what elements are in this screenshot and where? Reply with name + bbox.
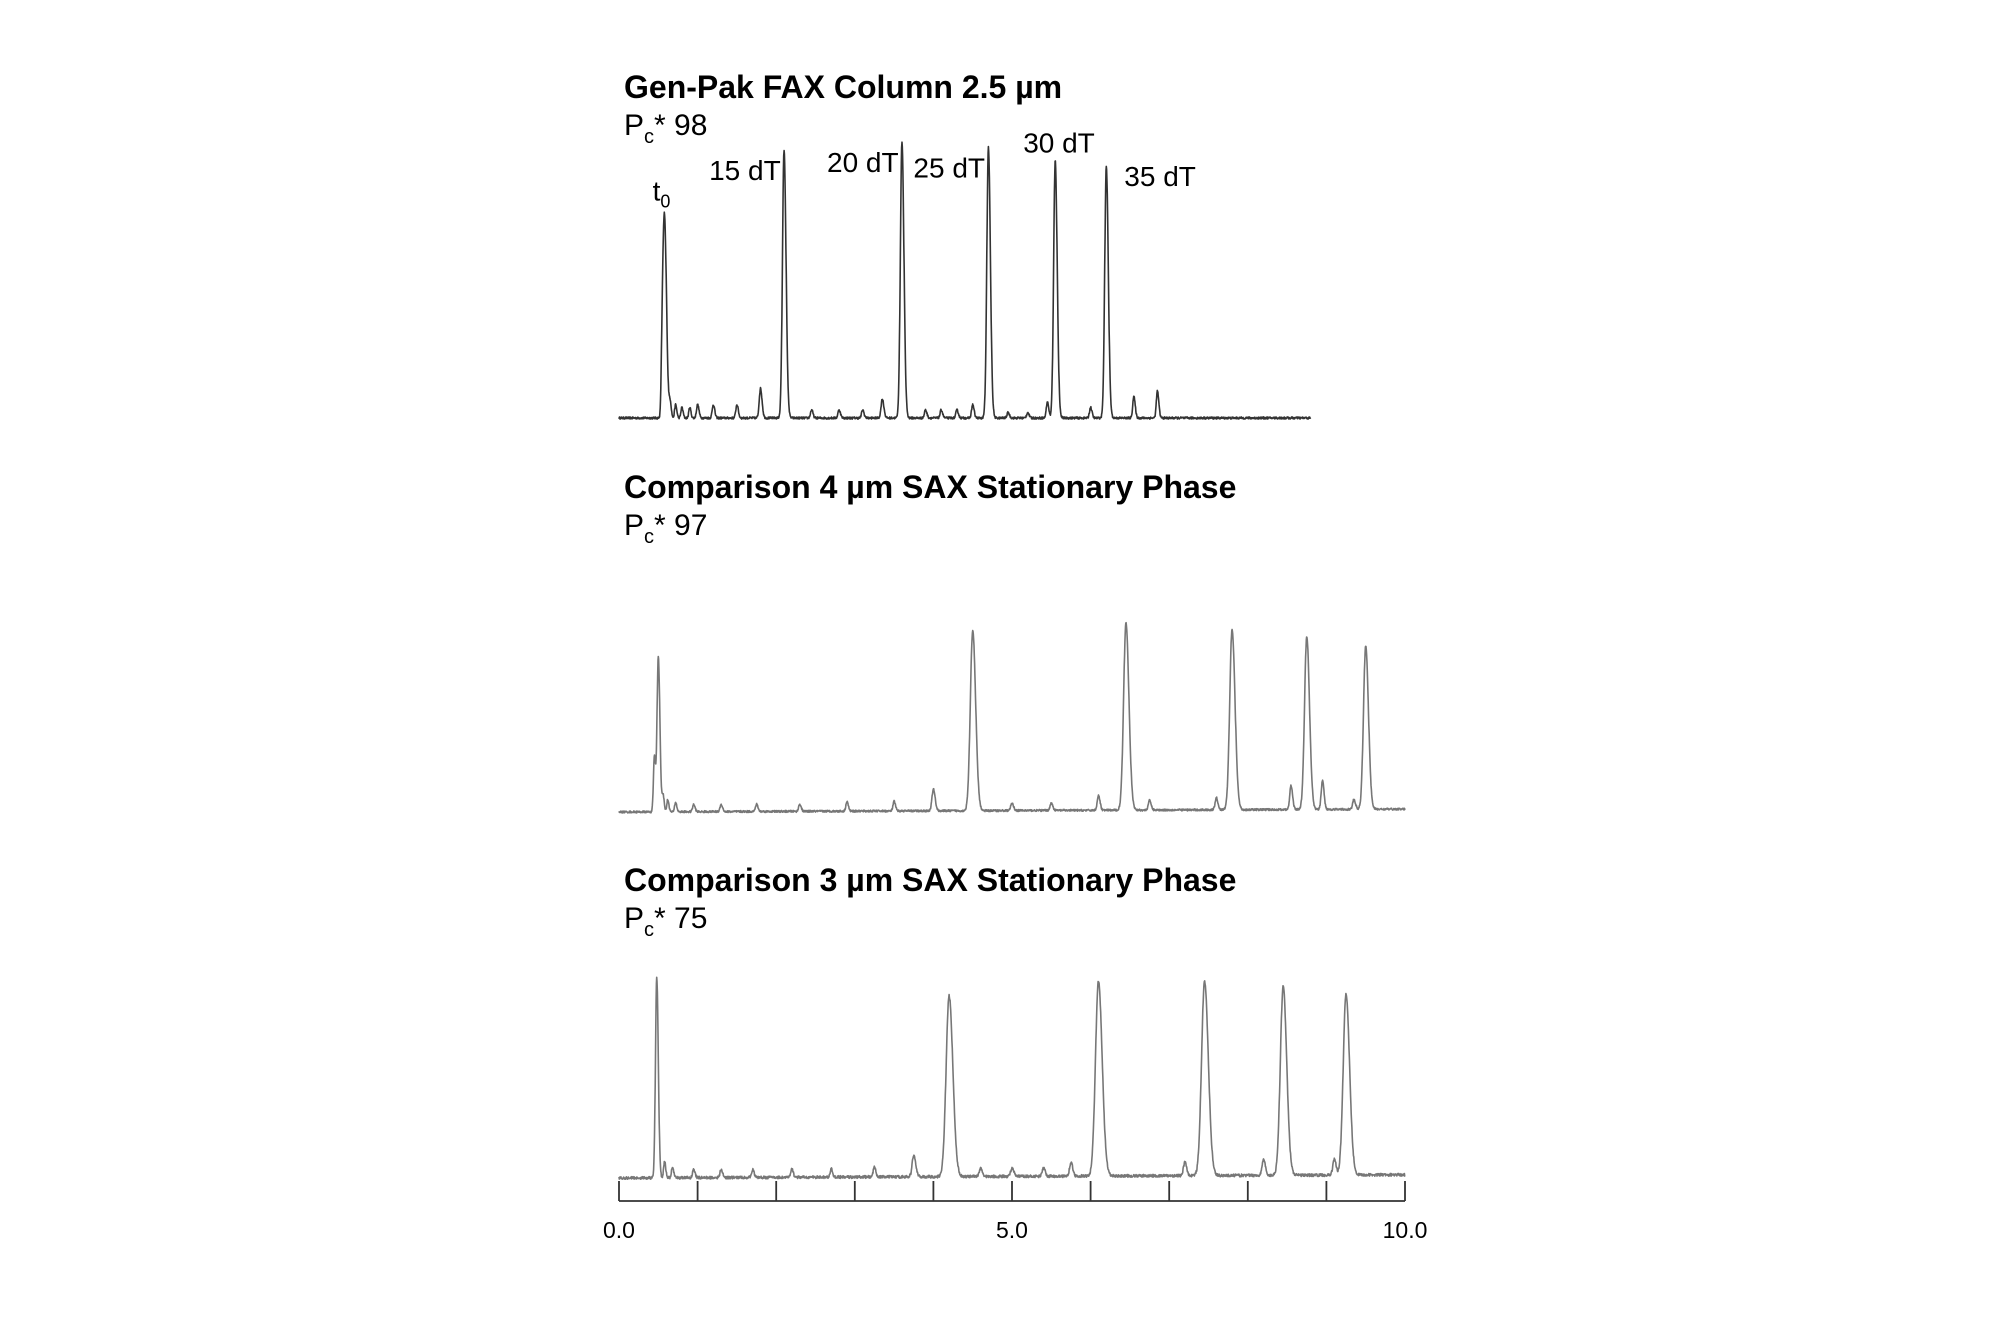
x-tick-label: 10.0 [1382,1217,1428,1243]
pc-main: P [624,509,645,542]
pc-value: * 98 [654,109,708,142]
panel-title: Comparison 3 µm SAX Stationary Phase [624,862,1237,898]
peak-label [709,155,781,186]
peak-label-text: 20 dT [827,147,899,178]
panel-title: Comparison 4 µm SAX Stationary Phase [624,469,1237,505]
pc-subscript: c [644,919,655,941]
pc-label [624,109,707,148]
pc-label [624,509,707,548]
peak-label-text: t [652,175,661,207]
chromatogram-trace [619,623,1405,813]
pc-value: * 75 [654,902,708,935]
peak-label-text: 35 dT [1124,161,1196,193]
panel-genpak-fax [619,69,1311,419]
chromatogram-trace [619,977,1405,1179]
peak-label-text: 25 dT [913,152,986,184]
peak-label-text: 15 dT [709,155,781,186]
panel-3um-sax [619,862,1405,1179]
pc-main: P [624,109,645,142]
pc-label [624,902,707,941]
panel-title: Gen-Pak FAX Column 2.5 µm [624,69,1063,105]
peak-label [1023,128,1095,159]
peak-label [1124,161,1196,192]
peak-label-subscript: 0 [660,191,671,212]
peak-labels [653,128,1196,212]
x-axis [603,1181,1427,1243]
pc-subscript: c [644,526,655,548]
x-tick-label: 5.0 [996,1217,1028,1243]
pc-value: * 97 [654,509,708,542]
pc-subscript: c [644,126,655,148]
peak-label-text: 30 dT [1023,127,1095,159]
panel-4um-sax [619,469,1405,813]
peak-label [827,147,899,178]
pc-main: P [624,902,645,935]
peak-label [653,175,671,211]
peak-label [913,152,985,183]
x-tick-label: 0.0 [603,1217,635,1243]
